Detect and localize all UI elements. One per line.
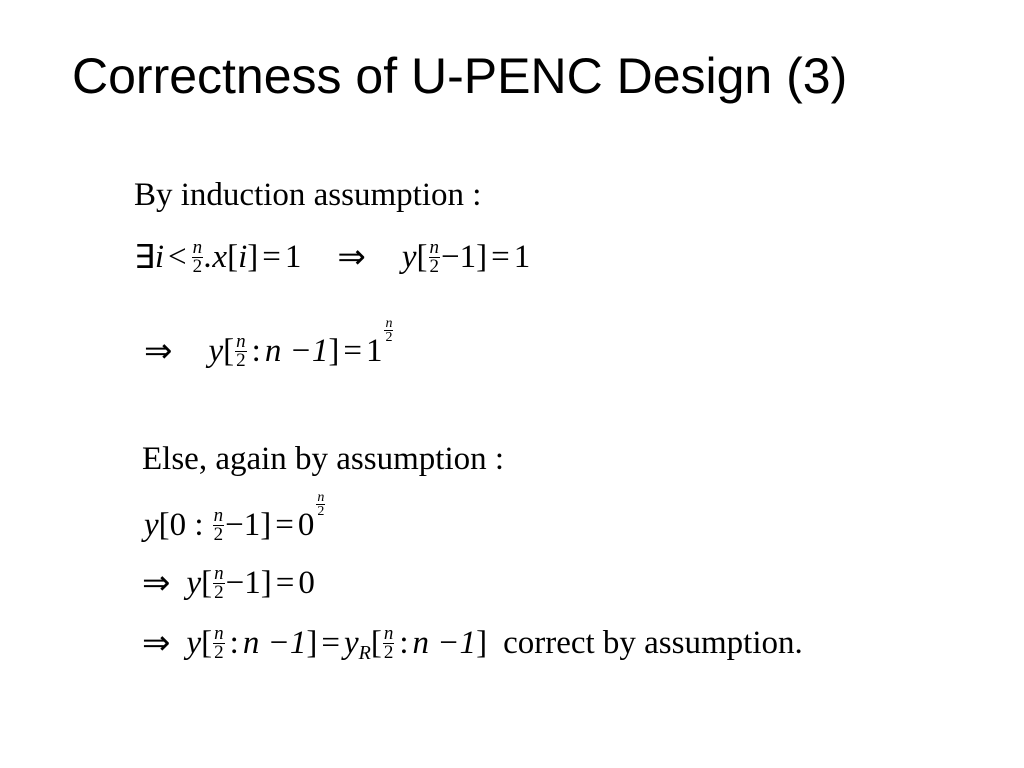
less-than: < [168,238,187,275]
equals: = [343,332,362,369]
n-minus-one: n −1 [264,332,329,369]
equals: = [275,506,294,543]
zero-colon: 0 : [169,506,204,543]
value-zero: 0 [297,506,315,543]
exponent-n-over-2: $\frac{n}{2}$ [385,316,393,346]
fraction-n-over-2: $\frac{n}{2}$ [214,622,224,663]
n-minus-one: n −1 [412,624,477,661]
exponent-n-over-2: $\frac{n}{2}$ [317,490,325,520]
colon: : [399,624,409,661]
var-i: i [154,238,165,275]
implies-arrow: ⇒ [144,333,173,370]
var-i: i [238,238,248,275]
minus-one: −1 [441,238,477,275]
bracket-close: ] [328,332,340,369]
subscript-r: R [358,641,371,664]
page-title: Correctness of U-PENC Design (3) [72,48,848,104]
math-line-exists [0,232,1024,282]
conclusion-label: correct by assumption. [503,624,803,661]
bracket-open: [ [370,624,382,661]
bracket-open: [ [416,238,428,275]
var-y: y [144,506,159,543]
value-one: 1 [365,332,383,369]
colon: : [229,624,239,661]
fraction-n-over-2: $\frac{n}{2}$ [429,236,440,277]
bracket-close: ] [476,238,488,275]
math-line-upper-ones [0,316,1024,376]
value-one: 1 [284,238,302,275]
equals: = [275,564,295,601]
bracket-close: ] [260,506,272,543]
minus-one: −1 [225,564,261,601]
bracket-open: [ [201,564,213,601]
colon: : [251,332,261,369]
var-y: y [186,564,202,601]
n-minus-one: n −1 [242,624,307,661]
bracket-close: ] [476,624,488,661]
var-dot-x: .x [204,238,228,275]
var-y: y [343,624,359,661]
bracket-close: ] [247,238,259,275]
bracket-close: ] [306,624,318,661]
fraction-n-over-2: $\frac{n}{2}$ [383,622,394,663]
bracket-open: [ [223,332,235,369]
math-line-lower-zeros [0,490,1024,550]
var-y: y [401,238,417,275]
induction-label: By induction assumption : [134,176,482,213]
fraction-n-over-2: $\frac{n}{2}$ [214,562,224,603]
equals: = [491,238,510,275]
var-y: y [186,624,202,661]
fraction-n-over-2: $\frac{n}{2}$ [213,504,224,545]
bracket-open: [ [227,238,239,275]
fraction-n-over-2: $\frac{n}{2}$ [192,236,203,277]
equals: = [262,238,281,275]
minus-one: −1 [225,506,261,543]
equals: = [321,624,340,661]
implies-arrow: ⇒ [142,625,171,662]
text-line-induction [0,170,1024,220]
value-zero: 0 [298,564,315,601]
var-y: y [208,332,224,369]
text-line-else [0,434,1024,484]
bracket-open: [ [201,624,213,661]
fraction-n-over-2: $\frac{n}{2}$ [236,330,246,371]
implies-arrow: ⇒ [337,239,366,276]
bracket-close: ] [260,564,272,601]
math-line-conclusion [0,618,1024,668]
implies-arrow: ⇒ [142,565,171,602]
math-line-mid-zero [0,558,1024,608]
value-one: 1 [513,238,531,275]
bracket-open: [ [158,506,170,543]
exists-symbol: ∃ [134,240,155,276]
else-label: Else, again by assumption : [142,440,505,477]
